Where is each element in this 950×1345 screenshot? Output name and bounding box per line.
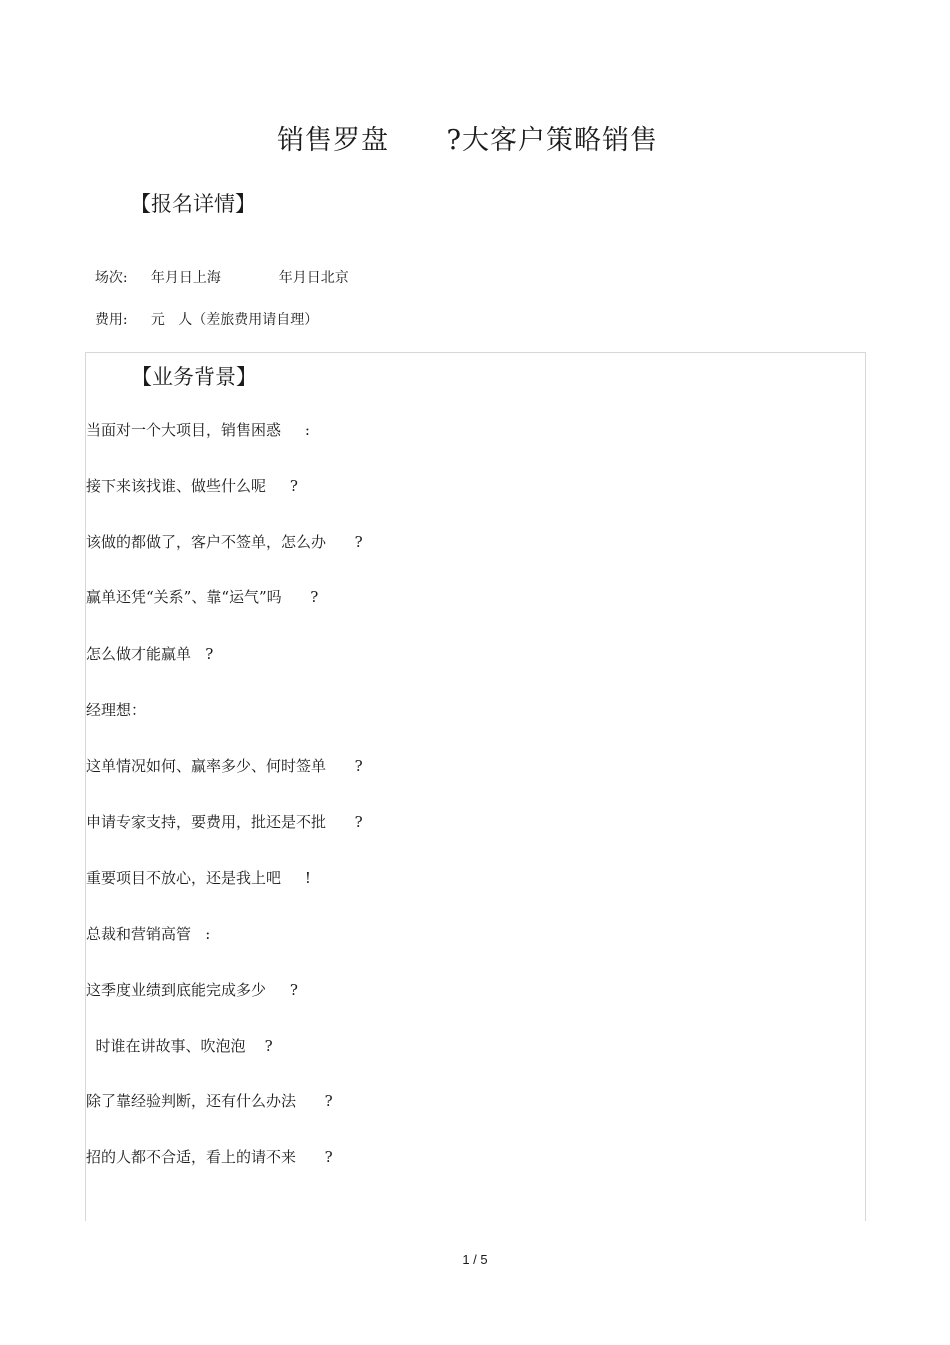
background-line: 怎么做才能赢单 ? xyxy=(86,645,214,663)
registration-heading: 【报名详情】 xyxy=(130,192,256,216)
session-row xyxy=(86,251,349,287)
background-line: 该做的都做了，客户不签单，怎么办 ? xyxy=(86,533,363,551)
background-line: 时谁在讲故事、吹泡泡 ? xyxy=(86,1037,273,1055)
fee-label: 费用: xyxy=(94,312,128,328)
background-line: 经理想： xyxy=(86,701,147,719)
background-line: 赢单还凭“关系”、靠“运气”吗 ? xyxy=(86,588,319,606)
background-line: 除了靠经验判断，还有什么办法 ? xyxy=(86,1092,333,1110)
session-label: 场次: xyxy=(94,270,128,286)
page-title: 销售罗盘 ?大客户策略销售 xyxy=(277,125,658,156)
background-line: 当面对一个大项目，销售困惑 : xyxy=(86,421,310,439)
background-line: 接下来该找谁、做些什么呢 ? xyxy=(86,477,298,495)
session-value: 年月日上海 年月日北京 xyxy=(150,270,349,286)
fee-row xyxy=(86,293,318,329)
background-line: 招的人都不合适，看上的请不来 ? xyxy=(86,1148,333,1166)
page-number: 1 / 5 xyxy=(462,1252,488,1267)
background-line: 这单情况如何、赢率多少、何时签单 ? xyxy=(86,757,363,775)
background-line: 申请专家支持，要费用，批还是不批 ? xyxy=(86,813,363,831)
background-heading: 【业务背景】 xyxy=(131,365,257,389)
background-line: 总裁和营销高管 : xyxy=(86,925,211,943)
background-line: 重要项目不放心，还是我上吧 ! xyxy=(86,869,311,887)
background-line: 这季度业绩到底能完成多少 ? xyxy=(86,981,298,999)
fee-value: 元 人（差旅费用请自理） xyxy=(150,312,319,328)
background-section xyxy=(85,352,866,1221)
